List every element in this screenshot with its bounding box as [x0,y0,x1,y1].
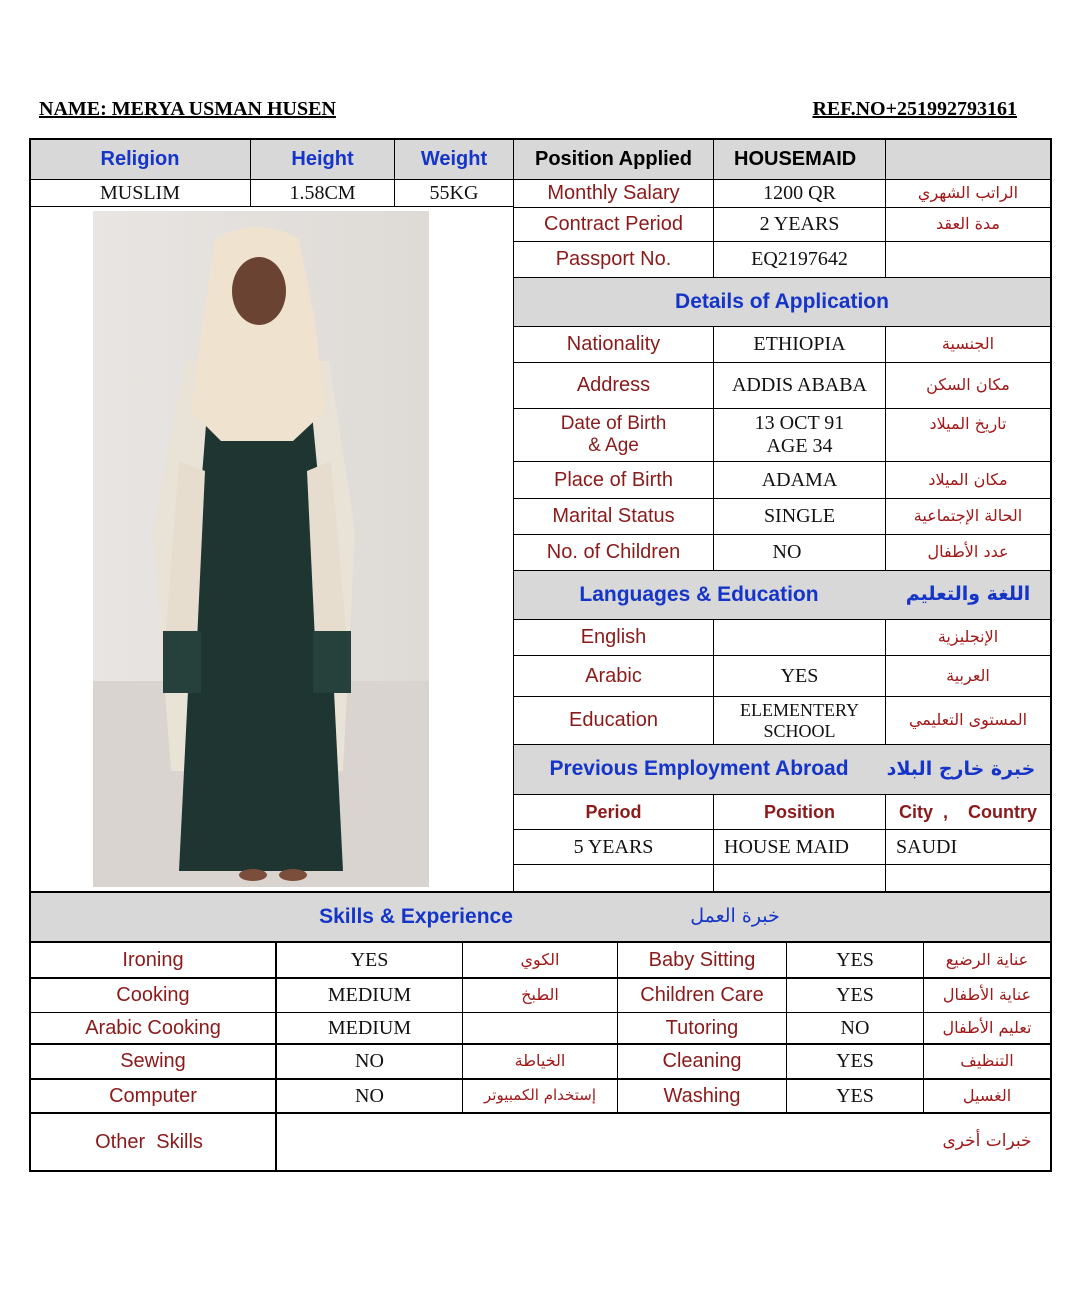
skill-cooking-arabic: الطبخ [521,985,559,1005]
languages-title: Languages & Education [579,582,819,606]
skill-childrencare-value: YES [836,984,874,1006]
position-applied-value: HOUSEMAID [734,148,857,170]
passport-label: Passport No. [555,248,672,270]
candidate-name: NAME: MERYA USMAN HUSEN [39,98,336,120]
position-value: HOUSE MAID [724,835,849,858]
skill-washing-value: YES [836,1084,874,1107]
skill-sewing-arabic: الخياطة [514,1051,566,1071]
salary-arabic: الراتب الشهري [917,183,1019,203]
religion-value: MUSLIM [99,181,180,204]
education-label: Education [569,709,658,731]
weight-value: 55KG [429,181,479,204]
skill-cleaning-arabic: التنظيف [960,1051,1014,1071]
english-label: English [580,626,647,648]
pob-label: Place of Birth [554,468,673,491]
period-value: 5 YEARS [573,835,654,858]
education-line2: SCHOOL [763,720,836,741]
address-label: Address [576,374,651,396]
skill-computer-label: Computer [109,1084,197,1107]
skill-babysitting-arabic: عناية الرضيع [945,949,1029,969]
skill-sewing-value: NO [355,1050,384,1072]
nationality-arabic: الجنسية [941,334,995,354]
skill-childrencare-label: Children Care [640,984,764,1006]
skill-arabiccooking-arabic [463,1013,617,1043]
dob-value [714,409,885,461]
education-line1: ELEMENTERY [740,699,859,720]
skill-ironing-label: Ironing [122,948,184,971]
other-skills-arabic: خبرات أخرى [942,1131,1032,1152]
skill-babysitting-label: Baby Sitting [648,948,756,971]
position-applied-label: Position Applied [534,148,693,170]
arabic-arabic: العربية [946,665,990,685]
grid-line [29,1170,1052,1172]
dob-label-line1: Date of Birth [560,413,667,435]
education-value [714,697,885,744]
children-label: No. of Children [546,541,681,563]
nationality-value: ETHIOPIA [753,333,846,355]
skill-tutoring-value: NO [840,1016,870,1039]
religion-label: Religion [100,148,180,170]
arabic-label: Arabic [585,664,642,687]
skill-ironing-value: YES [350,948,389,971]
dob-arabic: تاريخ الميلاد [929,413,1007,433]
skill-tutoring-arabic: تعليم الأطفال [942,1017,1032,1037]
position-label: Position [764,801,835,822]
skill-childrencare-arabic: عناية الأطفال [942,985,1032,1005]
skill-babysitting-value: YES [836,948,874,971]
skill-tutoring-label: Tutoring [665,1016,739,1039]
skill-washing-label: Washing [663,1084,741,1107]
pob-arabic: مكان الميلاد [928,469,1008,489]
skill-arabiccooking-value: MEDIUM [327,1016,412,1039]
passport-value: EQ2197642 [751,248,848,270]
contract-value: 2 YEARS [759,213,840,235]
skill-cleaning-value: YES [836,1050,874,1072]
weight-label: Weight [420,148,488,170]
employment-title: Previous Employment Abroad [549,757,849,781]
english-value [714,620,885,655]
city-country-label: City , Country [898,801,1037,822]
marital-label: Marital Status [552,505,675,527]
pob-value: ADAMA [761,468,838,491]
education-arabic: المستوى التعليمي [908,710,1028,730]
marital-value: SINGLE [763,505,836,527]
children-arabic: عدد الأطفال [927,542,1009,562]
country-value: SAUDI [896,835,958,858]
skills-title-arabic: خبرة العمل [690,905,780,928]
height-value: 1.58CM [289,181,356,204]
skill-washing-arabic: الغسيل [962,1085,1012,1105]
skill-computer-value: NO [355,1084,384,1107]
employment-title-arabic: خبرة خارج البلاد [886,757,1036,780]
dob-date: 13 OCT 91 [754,412,845,434]
salary-value: 1200 QR [763,182,836,204]
dob-label [514,409,713,461]
marital-arabic: الحالة الإجتماعية [913,506,1023,526]
period-label: Period [585,801,642,822]
dob-age: AGE 34 [766,435,833,457]
children-value: NO [772,541,802,563]
other-skills-label: Other Skills [95,1130,203,1153]
address-value: ADDIS ABABA [731,374,868,396]
languages-title-arabic: اللغة والتعليم [905,583,1031,606]
height-label: Height [291,148,354,170]
english-arabic: الإنجليزية [937,627,999,647]
candidate-photo [93,211,429,887]
skill-cooking-label: Cooking [116,984,190,1006]
nationality-label: Nationality [566,333,661,355]
skill-cooking-value: MEDIUM [327,984,412,1006]
grid-line [513,864,1051,865]
grid-line [29,206,514,207]
address-arabic: مكان السكن [926,375,1010,395]
skill-sewing-label: Sewing [120,1050,186,1072]
details-title: Details of Application [675,289,889,313]
skill-arabiccooking-label: Arabic Cooking [85,1016,221,1039]
contract-arabic: مدة العقد [936,214,1000,234]
skill-cleaning-label: Cleaning [662,1050,742,1072]
contract-label: Contract Period [544,213,683,235]
reference-number: REF.NO+251992793161 [812,98,1017,120]
skills-title: Skills & Experience [319,904,513,928]
arabic-value: YES [780,664,819,687]
skill-ironing-arabic: الكوي [520,949,560,969]
dob-label-line2: & Age [588,435,639,456]
skill-computer-arabic: إستخدام الكمبيوتر [484,1086,596,1105]
salary-label: Monthly Salary [547,182,680,204]
